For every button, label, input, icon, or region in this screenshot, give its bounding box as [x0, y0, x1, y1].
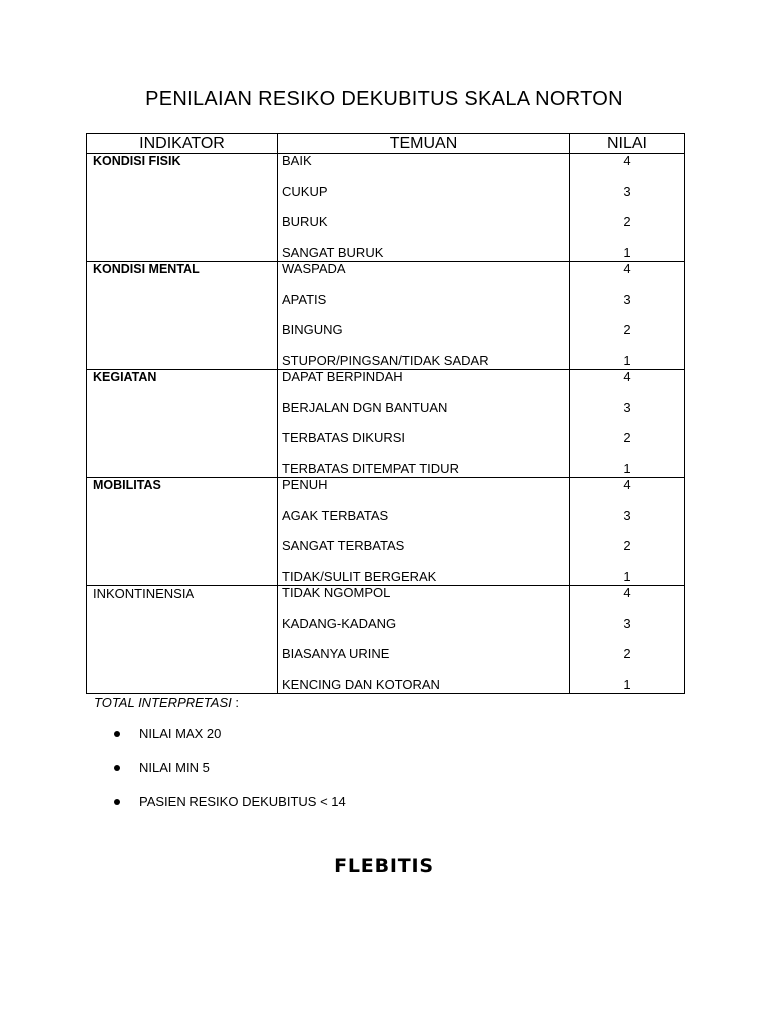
finding-item: KADANG-KADANG [282, 616, 397, 631]
score-value: 4 [623, 477, 631, 492]
page-title: PENILAIAN RESIKO DEKUBITUS SKALA NORTON [145, 88, 623, 110]
finding-item: TERBATAS DIKURSI [282, 430, 406, 445]
indicator-label: KONDISI FISIK [93, 154, 181, 168]
findings-cell [278, 586, 570, 694]
header-nilai: NILAI [570, 134, 685, 154]
table-row [87, 154, 685, 262]
finding-item: STUPOR/PINGSAN/TIDAK SADAR [282, 353, 489, 368]
table-row [87, 586, 685, 694]
bullet-icon [114, 799, 120, 805]
finding-item: AGAK TERBATAS [282, 508, 389, 523]
finding-item: BINGUNG [282, 322, 343, 337]
bullet-icon [114, 731, 120, 737]
score-value: 2 [623, 646, 631, 661]
score-value: 3 [623, 292, 631, 307]
list-item-text: PASIEN RESIKO DEKUBITUS < 14 [139, 794, 346, 809]
interpretation-heading [94, 695, 239, 711]
score-value: 4 [623, 369, 631, 384]
score-value: 3 [623, 616, 631, 631]
scores-cell [570, 154, 685, 262]
finding-item: TERBATAS DITEMPAT TIDUR [282, 461, 459, 476]
finding-item: DAPAT BERPINDAH [282, 369, 403, 384]
finding-item: TIDAK NGOMPOL [282, 585, 391, 600]
scores-cell [570, 370, 685, 478]
indicator-label: KONDISI MENTAL [93, 262, 200, 276]
finding-item: SANGAT BURUK [282, 245, 384, 260]
indicator-cell [87, 262, 278, 370]
interpretation-label: TOTAL INTERPRETASI [94, 695, 232, 710]
indicator-cell [87, 586, 278, 694]
bullet-icon [114, 765, 120, 771]
interpretation-colon: : [231, 695, 239, 710]
table-row [87, 370, 685, 478]
indicator-label: MOBILITAS [93, 478, 161, 492]
scores-cell [570, 478, 685, 586]
findings-cell [278, 370, 570, 478]
section-heading: FLEBITIS [334, 855, 434, 877]
score-value: 1 [623, 353, 631, 368]
score-value: 3 [623, 400, 631, 415]
score-value: 3 [623, 508, 631, 523]
table-row [87, 478, 685, 586]
indicator-cell [87, 370, 278, 478]
finding-item: PENUH [282, 477, 328, 492]
table-header-row [87, 134, 685, 154]
score-value: 1 [623, 569, 631, 584]
indicator-cell [87, 478, 278, 586]
score-value: 1 [623, 245, 631, 260]
findings-cell [278, 478, 570, 586]
norton-scale-table [86, 133, 685, 694]
indicator-label: KEGIATAN [93, 370, 157, 384]
finding-item: BAIK [282, 153, 312, 168]
finding-item: BIASANYA URINE [282, 646, 390, 661]
finding-item: KENCING DAN KOTORAN [282, 677, 440, 692]
finding-item: TIDAK/SULIT BERGERAK [282, 569, 437, 584]
finding-item: BERJALAN DGN BANTUAN [282, 400, 448, 415]
scores-cell [570, 586, 685, 694]
finding-item: APATIS [282, 292, 327, 307]
score-value: 4 [623, 261, 631, 276]
table-row [87, 262, 685, 370]
score-value: 4 [623, 585, 631, 600]
score-value: 2 [623, 538, 631, 553]
score-value: 2 [623, 430, 631, 445]
list-item-text: NILAI MAX 20 [139, 726, 222, 741]
scores-cell [570, 262, 685, 370]
finding-item: CUKUP [282, 184, 328, 199]
score-value: 1 [623, 677, 631, 692]
score-value: 2 [623, 322, 631, 337]
score-value: 2 [623, 214, 631, 229]
score-value: 4 [623, 153, 631, 168]
indicator-label: INKONTINENSIA [93, 586, 195, 601]
indicator-cell [87, 154, 278, 262]
list-item-text: NILAI MIN 5 [139, 760, 210, 775]
findings-cell [278, 154, 570, 262]
finding-item: BURUK [282, 214, 328, 229]
header-temuan: TEMUAN [278, 134, 570, 154]
findings-cell [278, 262, 570, 370]
score-value: 1 [623, 461, 631, 476]
finding-item: WASPADA [282, 261, 346, 276]
score-value: 3 [623, 184, 631, 199]
finding-item: SANGAT TERBATAS [282, 538, 405, 553]
header-indikator: INDIKATOR [87, 134, 278, 154]
